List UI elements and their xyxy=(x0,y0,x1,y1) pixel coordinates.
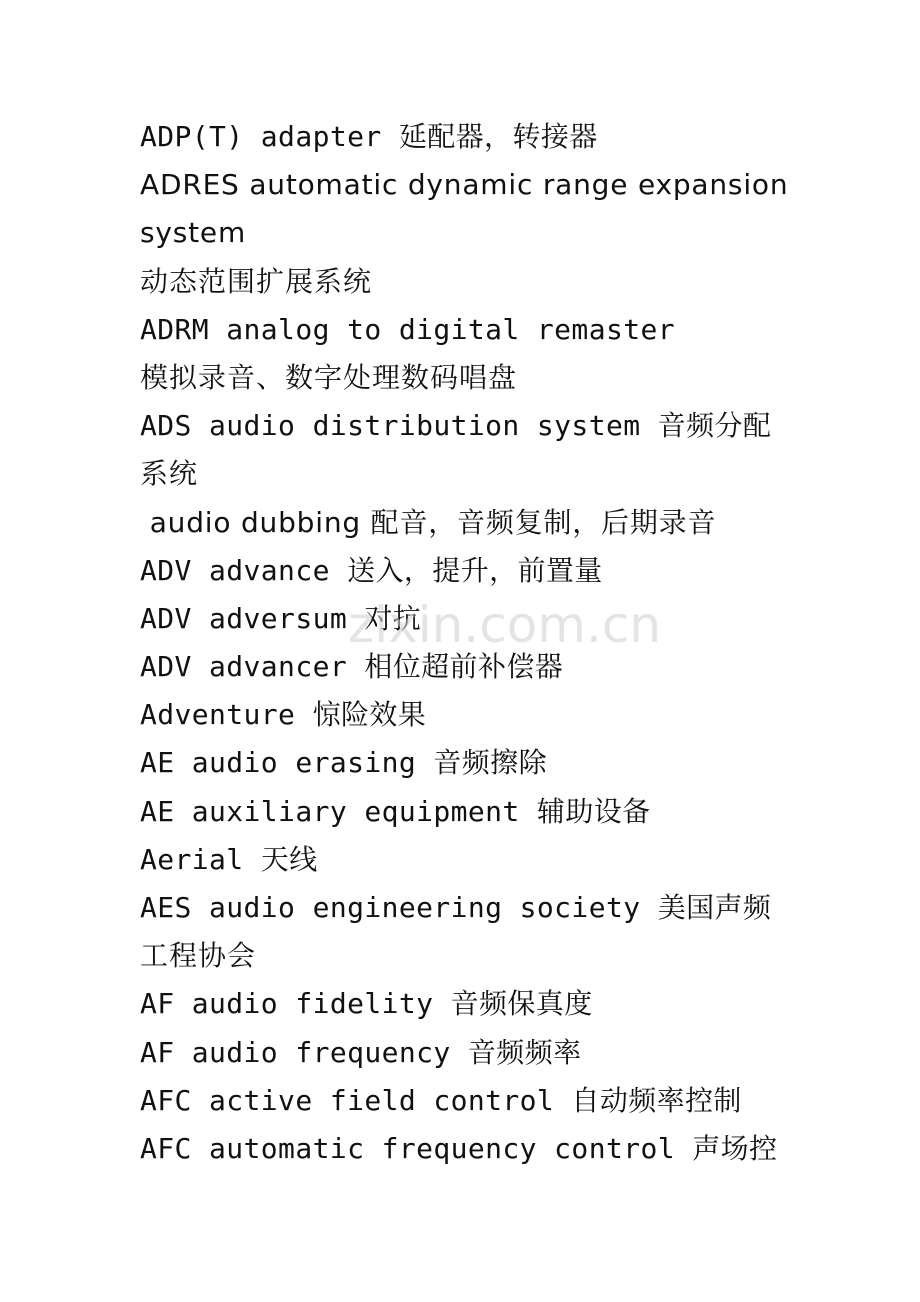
glossary-line: ADS audio distribution system 音频分配 xyxy=(140,409,772,443)
glossary-line: ADV adversum 对抗 xyxy=(140,601,422,635)
glossary-line: 模拟录音、数字处理数码唱盘 xyxy=(140,360,518,394)
glossary-line: 动态范围扩展系统 xyxy=(140,264,373,298)
watermark: zixin.com.cn xyxy=(348,596,662,654)
glossary-line: AE auxiliary equipment 辅助设备 xyxy=(140,794,651,828)
glossary-line: AFC active field control 自动频率控制 xyxy=(140,1083,742,1117)
glossary-line: Aerial 天线 xyxy=(140,842,318,876)
glossary-line: AF audio frequency 音频频率 xyxy=(140,1035,582,1069)
glossary-text xyxy=(140,113,790,1173)
glossary-line: ADP(T) adapter 延配器，转接器 xyxy=(140,120,598,153)
glossary-line: ADRES automatic dynamic range expansion xyxy=(140,168,789,202)
glossary-line: ADRM analog to digital remaster xyxy=(140,312,675,346)
glossary-line: AFC automatic frequency control 声场控 xyxy=(140,1131,778,1165)
glossary-line: 系统 xyxy=(140,457,199,491)
glossary-line: system xyxy=(140,216,247,250)
glossary-line: AE audio erasing 音频擦除 xyxy=(140,746,547,780)
glossary-line: 工程协会 xyxy=(140,939,257,973)
glossary-line: audio dubbing 配音，音频复制，后期录音 xyxy=(140,505,717,539)
glossary-line: AF audio fidelity 音频保真度 xyxy=(140,987,593,1021)
glossary-line: ADV advance 送入，提升，前置量 xyxy=(140,553,603,587)
glossary-line: AES audio engineering society 美国声频 xyxy=(140,891,772,924)
glossary-line: Adventure 惊险效果 xyxy=(140,698,427,732)
glossary-line: ADV advancer 相位超前补偿器 xyxy=(140,650,564,684)
